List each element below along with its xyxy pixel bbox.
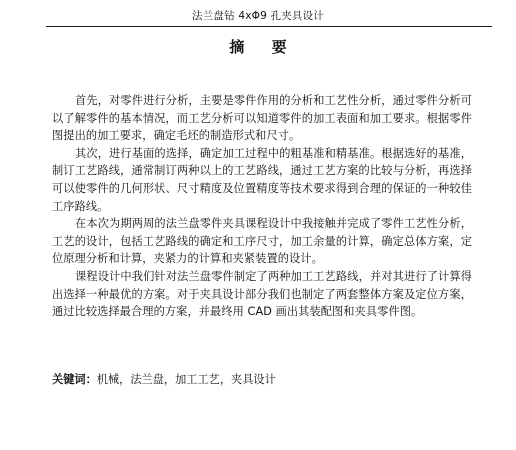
abstract-paragraph-1: 首先，对零件进行分析，主要是零件作用的分析和工艺性分析，通过零件分析可以了解零件的基本情况，而工艺分析可以知道零件的加工表面和加工要求。根据零件图提出的加工要求，确定毛坯的制造形式和尺寸。 [52,94,472,143]
header-divider [46,26,492,27]
keywords-label: 关键词： [52,373,97,386]
page-header-title: 法兰盘钻 4xΦ9 孔夹具设计 [191,10,324,22]
keywords-value: 机械，法兰盘，加工工艺，夹具设计 [96,373,276,386]
abstract-body [52,92,472,321]
keywords-line [52,371,472,388]
abstract-paragraph-4: 课程设计中我们针对法兰盘零件制定了两种加工工艺路线，并对其进行了计算得出选择一种最优的方案。对于夹具设计部分我们也制定了两套整体方案及定位方案，通过比较选择最合理的方案，并最终用 CAD 画出其装配图和夹具零件图。 [52,269,472,319]
abstract-paragraph-3: 在本次为期两周的法兰盘零件夹具课程设计中我接触并完成了零件工艺性分析，工艺的设计，包括工艺路线的确定和工序尺寸，加工余量的计算，确定总体方案，定位原理分析和计算，夹紧力的计算和夹紧装置的设计。 [52,217,472,266]
abstract-paragraph-2: 其次，进行基面的选择，确定加工过程中的粗基准和精基准。根据选好的基准，制订工艺路线，通常制订两种以上的工艺路线，通过工艺方案的比较与分析，再选择可以使零件的几何形状、尺寸精度及位置精度等技术要求得到合理的保证的一种较佳工序路线。 [52,146,472,213]
abstract-heading: 摘 要 [229,38,298,56]
